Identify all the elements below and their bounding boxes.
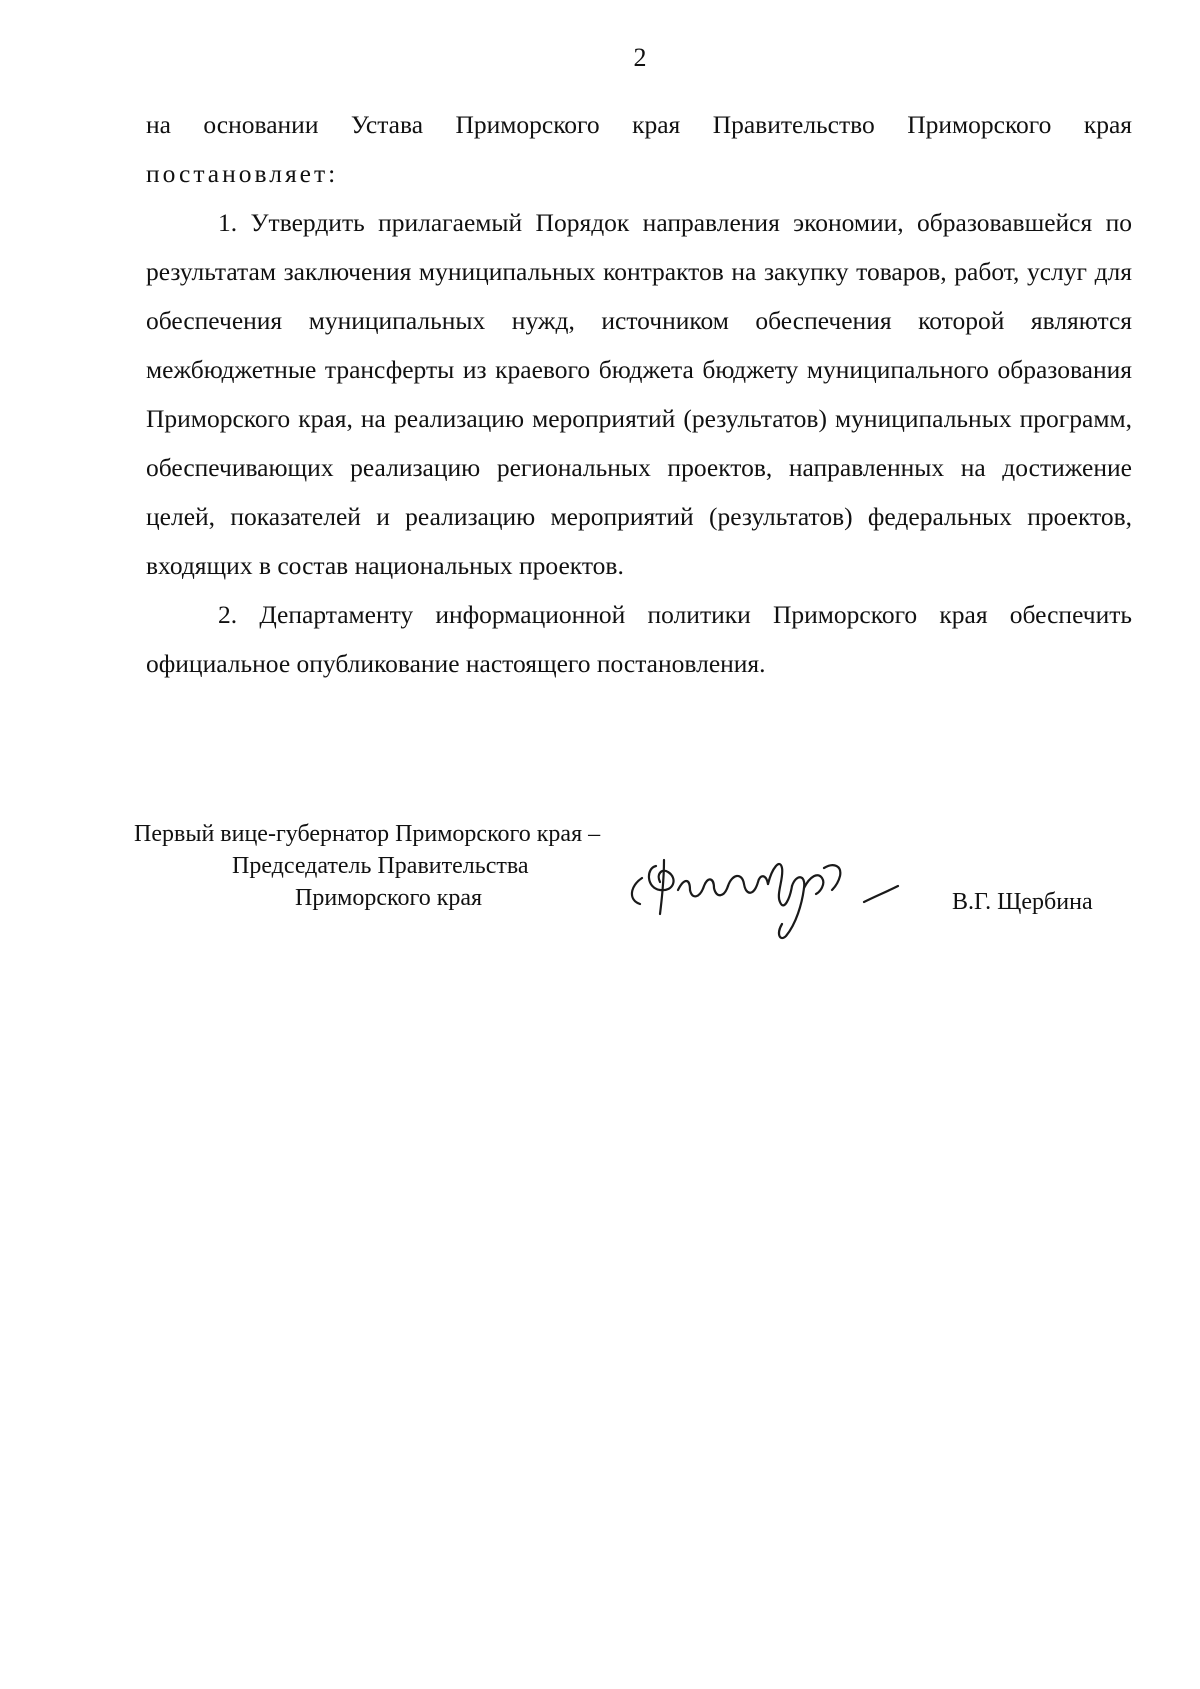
- intro-text: на основании Устава Приморского края Правительство Приморского края: [146, 110, 1132, 139]
- signatory-title-line-3: Приморского края: [295, 885, 483, 911]
- item-1-paragraph: 1. Утвердить прилагаемый Порядок направления экономии, образовавшейся по результатам заключения муниципальных контрактов на закупку товаров, работ, услуг для обеспечения муниципальных нужд, источником обеспечения которой являются межбюджетные трансферты из краевого бюджета бюджету муниципального образования Приморского края, на реализацию мероприятий (результатов) муниципальных программ, обеспечивающих реализацию региональных проектов, направленных на достижение целей, показателей и реализацию мероприятий (результатов) федеральных проектов, входящих в состав национальных проектов.: [146, 208, 1132, 580]
- page-number: 2: [633, 43, 647, 72]
- signatory-title-line-1: Первый вице-губернатор Приморского края –: [134, 821, 601, 847]
- item-2-paragraph: 2. Департаменту информационной политики Приморского края обеспечить официальное опубликование настоящего постановления.: [146, 600, 1132, 678]
- signature-block: [0, 818, 1200, 958]
- signatory-name: В.Г. Щербина: [952, 889, 1093, 915]
- signatory-title-line-2: Председатель Правительства: [232, 853, 529, 879]
- handwritten-signature-icon: [620, 838, 940, 948]
- intro-paragraph: [146, 100, 1132, 198]
- document-body: [146, 100, 1132, 688]
- resolves-word: постановляет:: [146, 159, 339, 188]
